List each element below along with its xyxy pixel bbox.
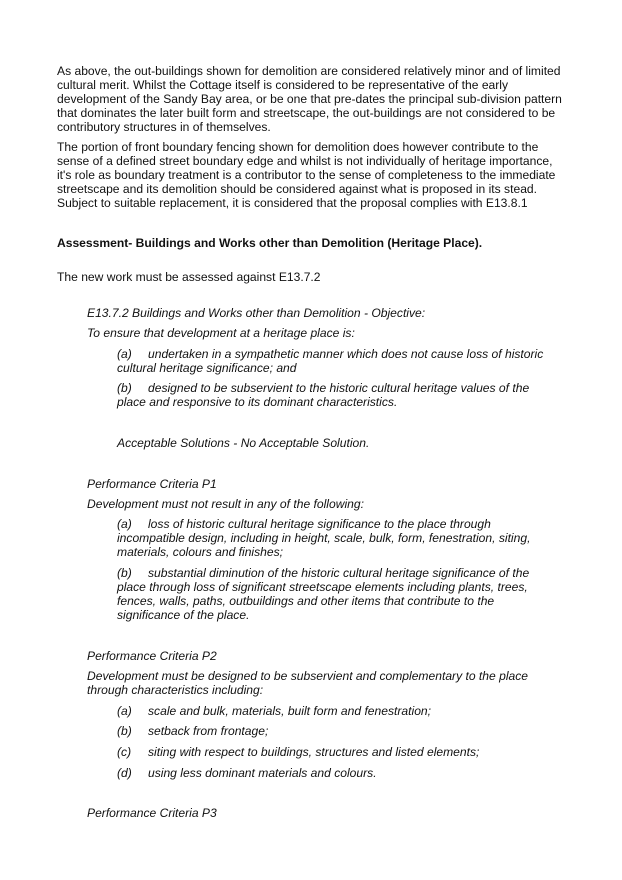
item-label: (a) — [117, 517, 132, 531]
item-text: using less dominant materials and colours. — [148, 766, 377, 780]
p2-item-a — [117, 704, 555, 718]
item-label: (a) — [117, 347, 132, 361]
item-label: (a) — [117, 704, 132, 718]
item-label: (b) — [117, 566, 132, 580]
p3-title: Performance Criteria P3 — [87, 806, 217, 820]
p1-item-b — [117, 566, 555, 622]
item-text: substantial diminution of the historic cultural heritage significance of the place through loss of significant streetscape elements including plants, trees, fences, walls, paths, outbuildings and other items that contribute to the significance of the place. — [117, 566, 530, 622]
item-text: siting with respect to buildings, structures and listed elements; — [148, 745, 480, 759]
item-label: (b) — [117, 381, 132, 395]
p2-item-d — [117, 766, 555, 780]
p1-title: Performance Criteria P1 — [87, 477, 217, 491]
item-text: designed to be subservient to the historic cultural heritage values of the place and responsive to its dominant characteristics. — [117, 381, 530, 409]
item-text: setback from frontage; — [148, 724, 269, 738]
intro-line: The new work must be assessed against E13.7.2 — [57, 270, 321, 284]
item-label: (d) — [117, 766, 132, 780]
objective-item-b — [117, 381, 555, 409]
paragraph-outbuildings: As above, the out-buildings shown for demolition are considered relatively minor and of limited cultural merit. Whilst the Cottage itself is considered to be representative of the early development of the Sandy Bay area, or be one that pre-dates the principal sub-division pattern that dominates the later built form and streetscape, the out-buildings are not considered to be contributory structures in of themselves. — [57, 64, 562, 134]
item-text: scale and bulk, materials, built form and fenestration; — [148, 704, 432, 718]
item-text: undertaken in a sympathetic manner which does not cause loss of historic cultural heritage significance; and — [117, 347, 544, 375]
p2-item-b — [117, 724, 555, 738]
section-heading: Assessment- Buildings and Works other than Demolition (Heritage Place). — [57, 236, 483, 250]
item-label: (b) — [117, 724, 132, 738]
p1-item-a — [117, 517, 555, 559]
p2-lead: Development must be designed to be subservient and complementary to the place through characteristics including: — [87, 669, 529, 697]
acceptable-solutions: Acceptable Solutions - No Acceptable Solution. — [117, 436, 370, 450]
paragraph-fencing: The portion of front boundary fencing shown for demolition does however contribute to the sense of a defined street boundary edge and whilst is not individually of heritage importance, it's role as boundary treatment is a contributor to the sense of completeness to the immediate streetscape and its demolition should be considered against what is proposed in its stead. Subject to suitable replacement, it is considered that the proposal complies with E13.8.1 — [57, 140, 556, 210]
objective-lead: To ensure that development at a heritage place is: — [87, 326, 355, 340]
p2-title: Performance Criteria P2 — [87, 649, 217, 663]
item-text: loss of historic cultural heritage significance to the place through incompatible design, including in height, scale, bulk, form, fenestration, siting, materials, colours and finishes; — [117, 517, 531, 559]
p2-item-c — [117, 745, 555, 759]
p1-lead: Development must not result in any of the following: — [87, 497, 364, 511]
item-label: (c) — [117, 745, 132, 759]
objective-title: E13.7.2 Buildings and Works other than Demolition - Objective: — [87, 306, 426, 320]
objective-item-a — [117, 347, 555, 375]
